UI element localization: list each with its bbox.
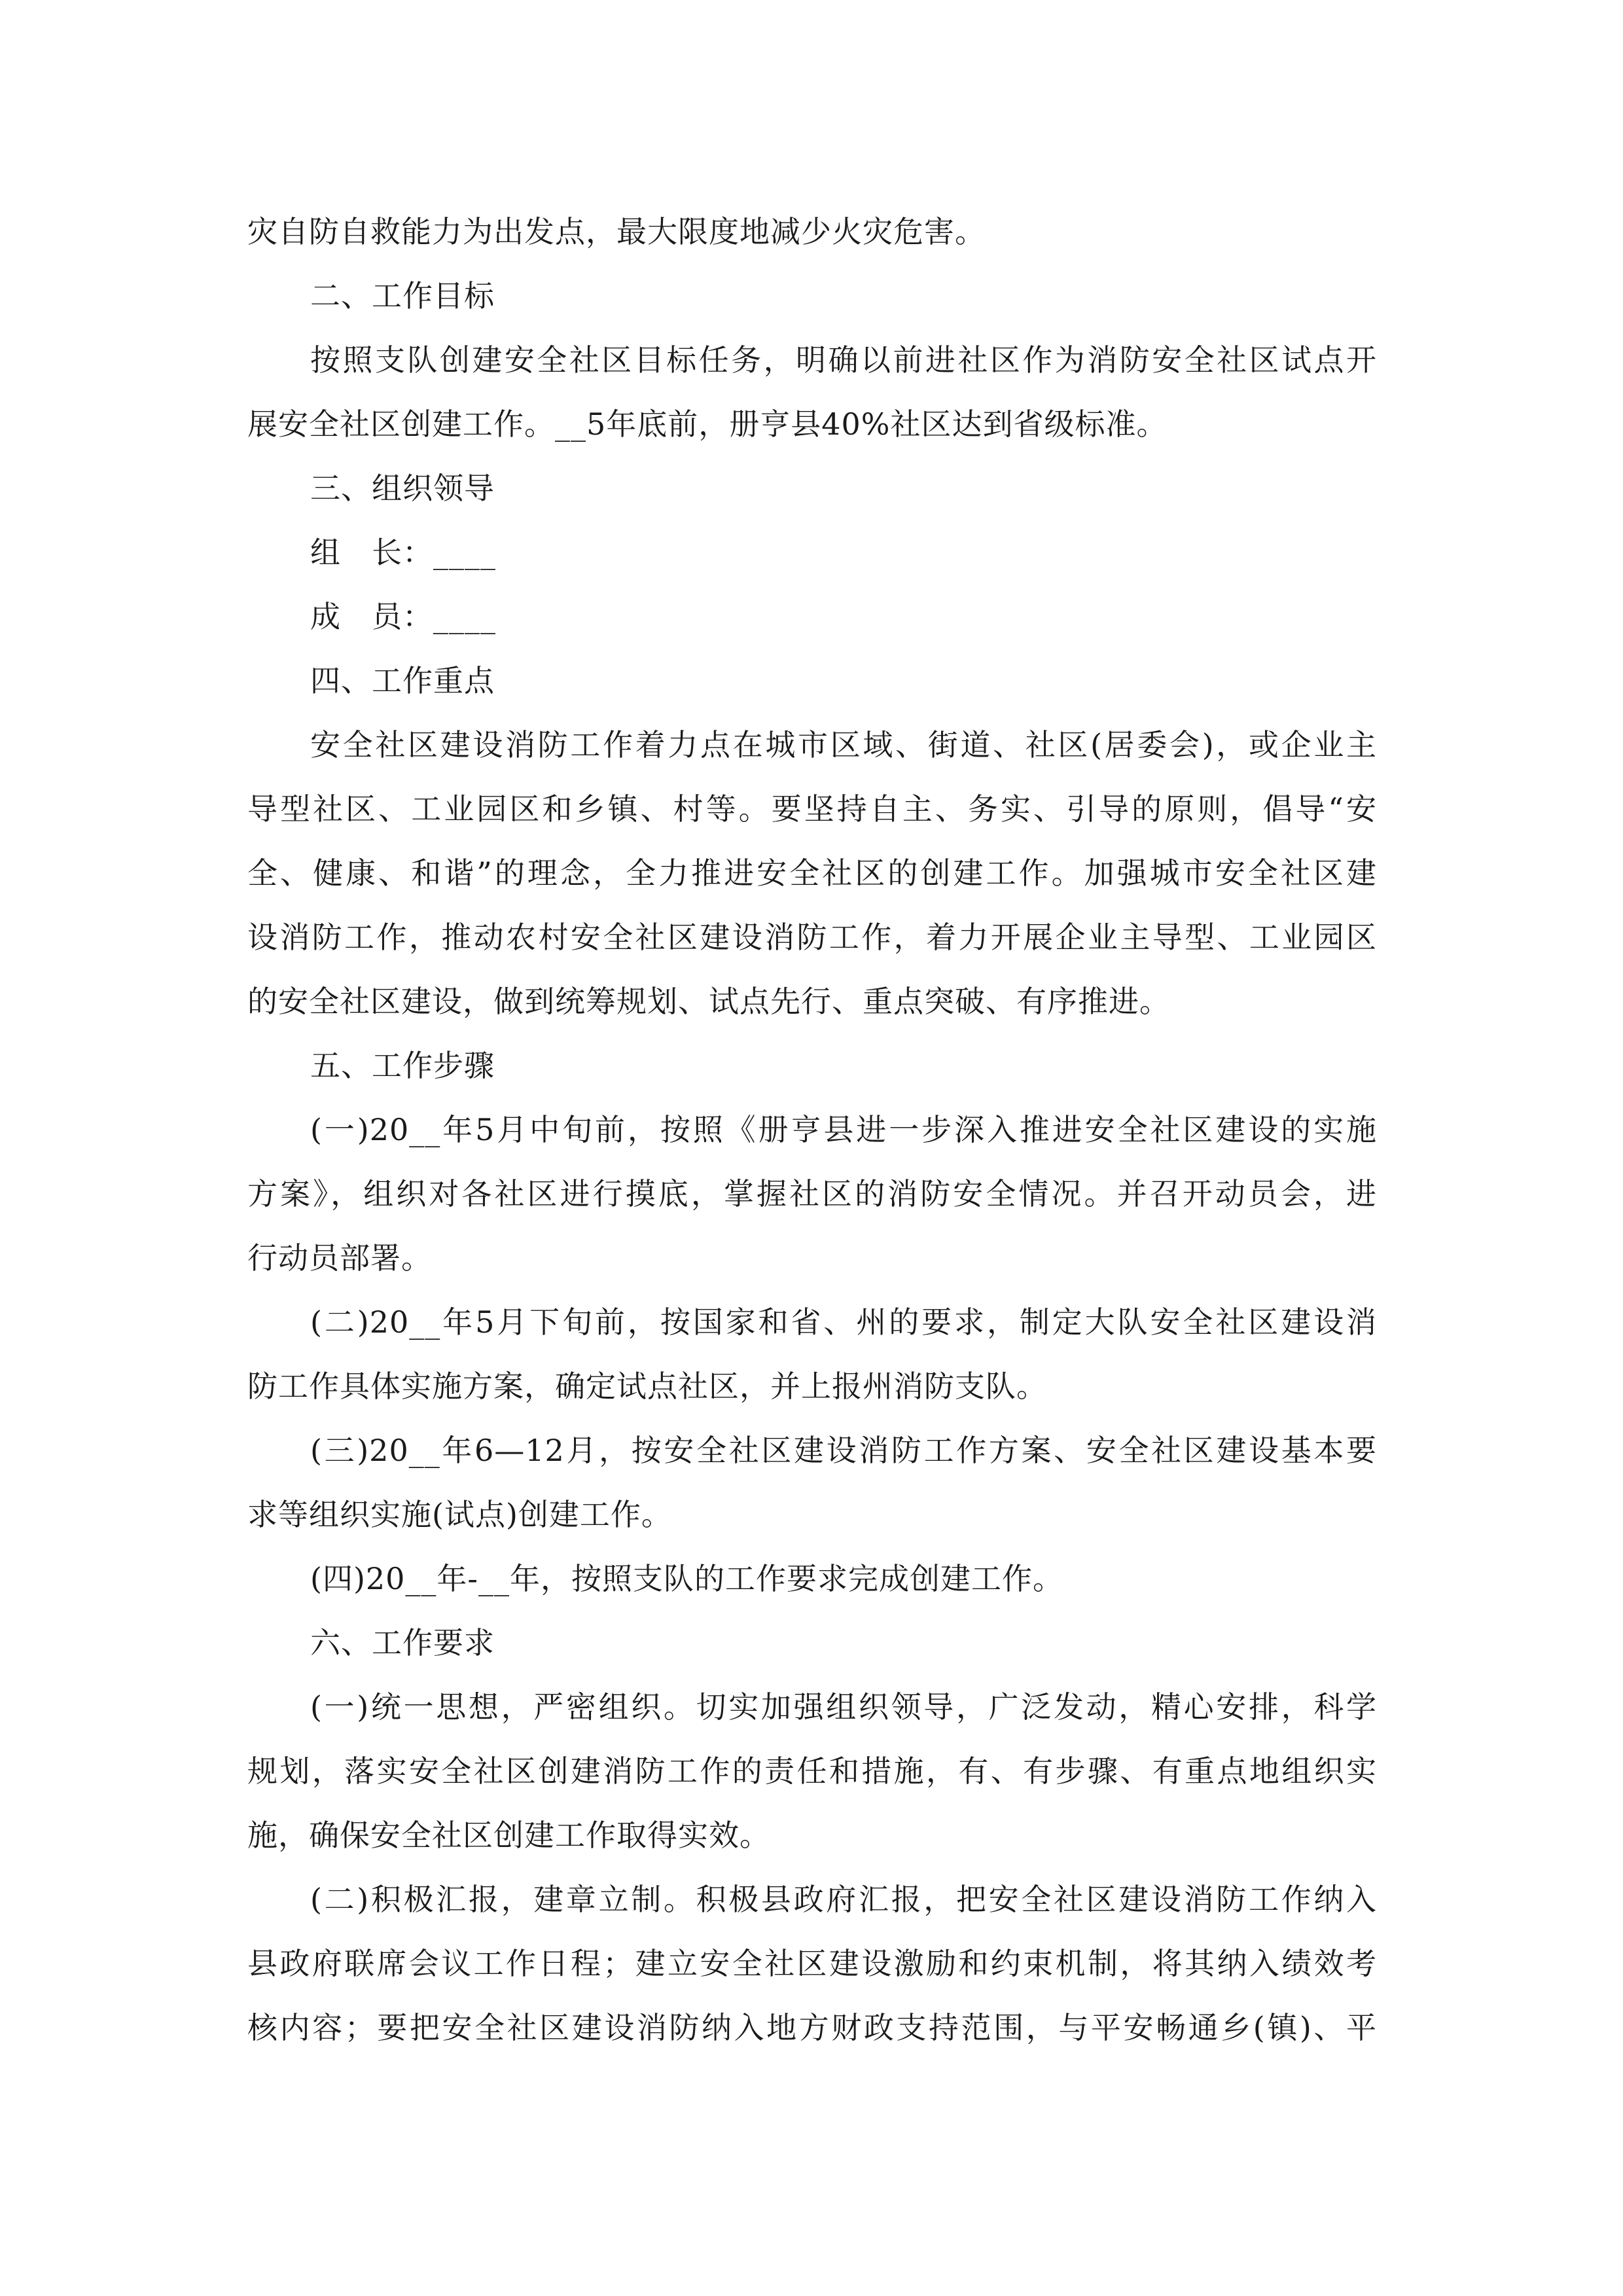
text-line: 施，确保安全社区创建工作取得实效。 bbox=[247, 1818, 770, 1853]
document-body bbox=[247, 200, 1377, 2060]
text-line: (四)20__年-__年，按照支队的工作要求完成创建工作。 bbox=[310, 1561, 1063, 1596]
text-line: 县政府联席会议工作日程；建立安全社区建设激励和约束机制，将其纳入绩效考 bbox=[247, 1946, 1377, 1981]
text-line: 全、健康、和谐”的理念，全力推进安全社区的创建工作。加强城市安全社区建 bbox=[247, 855, 1377, 891]
text-line: 防工作具体实施方案，确定试点社区，并上报州消防支队。 bbox=[247, 1369, 1047, 1404]
text-line: 二、工作目标 bbox=[310, 278, 495, 314]
text-line: 求等组织实施(试点)创建工作。 bbox=[247, 1497, 672, 1532]
text-line: 行动员部署。 bbox=[247, 1240, 432, 1276]
text-line: (二)积极汇报，建章立制。积极县政府汇报，把安全社区建设消防工作纳入 bbox=[310, 1882, 1377, 1917]
text-line: 按照支队创建安全社区目标任务，明确以前进社区作为消防安全社区试点开 bbox=[310, 342, 1377, 378]
text-line: 灾自防自救能力为出发点，最大限度地减少火灾危害。 bbox=[247, 214, 986, 249]
text-line: (一)统一思想，严密组织。切实加强组织领导，广泛发动，精心安排，科学 bbox=[310, 1689, 1377, 1725]
text-line: 三、组织领导 bbox=[310, 471, 495, 506]
text-line: 组 长：____ bbox=[310, 535, 496, 570]
text-line: 规划，落实安全社区创建消防工作的责任和措施，有、有步骤、有重点地组织实 bbox=[247, 1753, 1377, 1789]
text-line: (一)20__年5月中旬前，按照《册亨县进一步深入推进安全社区建设的实施 bbox=[310, 1112, 1377, 1147]
text-line: (三)20__年6—12月，按安全社区建设消防工作方案、安全社区建设基本要 bbox=[310, 1433, 1377, 1468]
text-line: 安全社区建设消防工作着力点在城市区域、街道、社区(居委会)，或企业主 bbox=[310, 727, 1377, 762]
text-line: 设消防工作，推动农村安全社区建设消防工作，着力开展企业主导型、工业园区 bbox=[247, 920, 1377, 955]
text-line: 四、工作重点 bbox=[310, 663, 495, 698]
text-line: 六、工作要求 bbox=[310, 1625, 495, 1660]
text-line: 方案》，组织对各社区进行摸底，掌握社区的消防安全情况。并召开动员会，进 bbox=[247, 1176, 1377, 1211]
text-line: 展安全社区创建工作。__5年底前，册亨县40%社区达到省级标准。 bbox=[247, 406, 1168, 442]
text-line: 导型社区、工业园区和乡镇、村等。要坚持自主、务实、引导的原则，倡导“安 bbox=[247, 791, 1377, 827]
text-line: 五、工作步骤 bbox=[310, 1048, 495, 1083]
text-line: 的安全社区建设，做到统筹规划、试点先行、重点突破、有序推进。 bbox=[247, 984, 1170, 1019]
text-line: 成 员：____ bbox=[310, 599, 496, 634]
text-line: (二)20__年5月下旬前，按国家和省、州的要求，制定大队安全社区建设消 bbox=[310, 1304, 1377, 1340]
text-line: 核内容；要把安全社区建设消防纳入地方财政支持范围，与平安畅通乡(镇)、平 bbox=[247, 2010, 1377, 2045]
